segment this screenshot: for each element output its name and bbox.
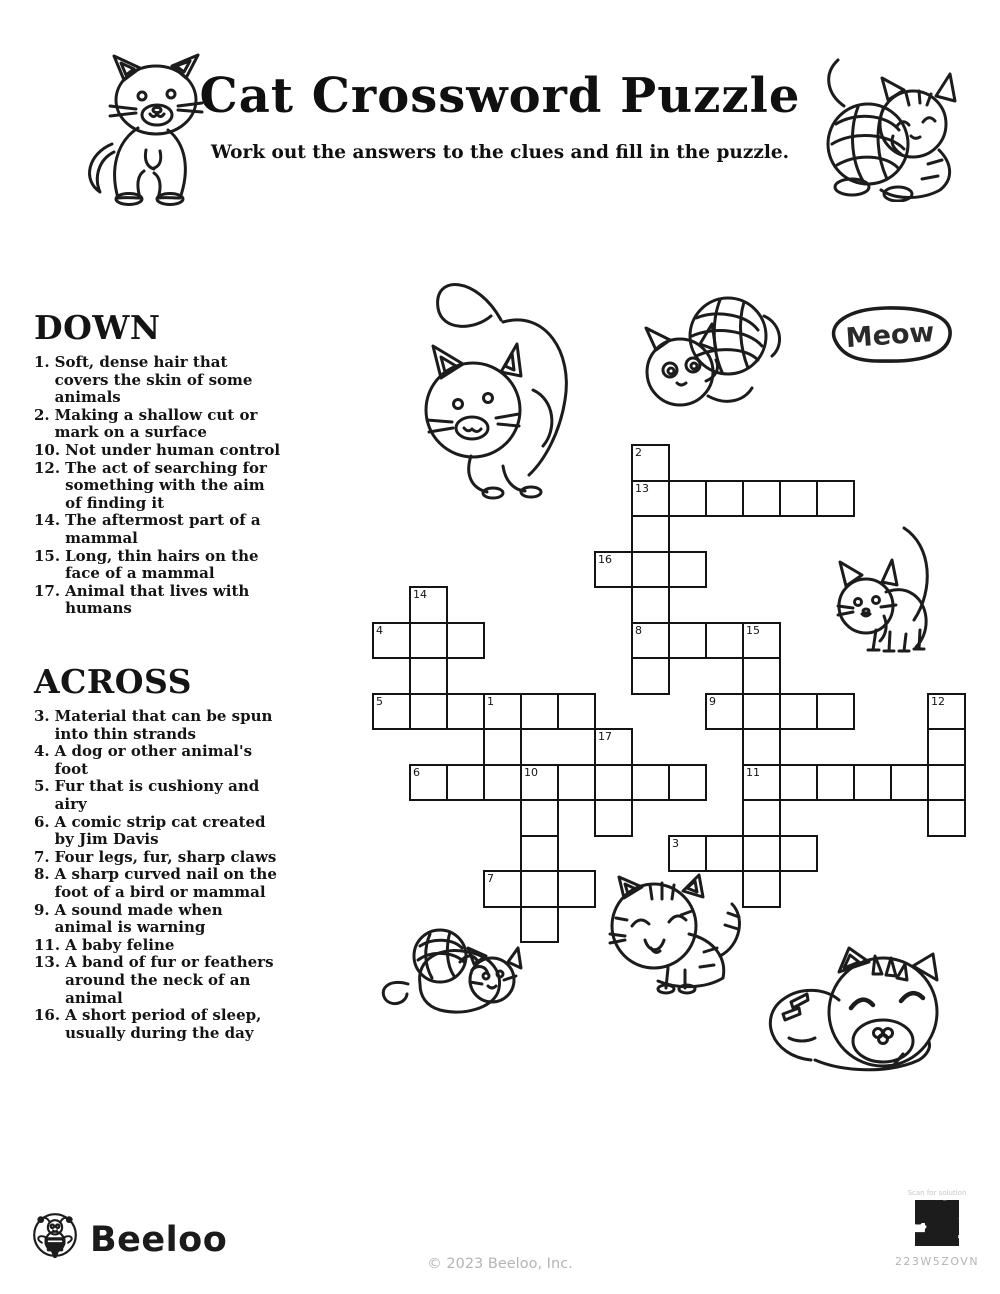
cell-clue-number: 7	[487, 872, 494, 885]
grid-cell[interactable]	[520, 693, 559, 731]
clue-text: A comic strip cat created by Jim Davis	[54, 812, 266, 849]
grid-cell[interactable]	[890, 764, 929, 802]
grid-cell[interactable]	[816, 764, 855, 802]
clue-number: 2.	[34, 405, 50, 424]
clue-text: Four legs, fur, sharp claws	[54, 847, 277, 866]
clue	[34, 708, 284, 743]
clue-text: A dog or other animal's foot	[54, 742, 253, 778]
clue-text: Soft, dense hair that covers the skin of some animals	[54, 353, 253, 407]
clue-number: 7.	[34, 847, 50, 866]
clue-number: 6.	[34, 812, 50, 831]
clue	[34, 743, 284, 778]
grid-cell[interactable]	[742, 870, 781, 908]
grid-cell[interactable]	[668, 622, 707, 660]
clue	[34, 548, 284, 583]
grid-cell[interactable]	[742, 480, 781, 518]
down-clue-list	[34, 354, 284, 618]
clue	[34, 442, 284, 460]
meow-text: Meow	[844, 316, 936, 355]
grid-cell[interactable]	[779, 835, 818, 873]
page-title: Cat Crossword Puzzle	[199, 68, 801, 124]
cell-clue-number: 2	[635, 446, 642, 459]
beeloo-brand-text: Beeloo	[90, 1220, 228, 1260]
cat-playing-yarn-on-back-illustration	[376, 920, 526, 1020]
grid-cell[interactable]	[483, 870, 522, 908]
beeloo-bee-logo	[32, 1212, 78, 1258]
grid-cell[interactable]	[483, 764, 522, 802]
grid-cell[interactable]	[631, 480, 670, 518]
clue	[34, 902, 284, 937]
clue-number: 13.	[34, 953, 61, 972]
grid-cell[interactable]	[816, 693, 855, 731]
pouncing-cat-illustration	[405, 258, 600, 502]
page-subtitle: Work out the answers to the clues and fill in the puzzle.	[210, 142, 790, 163]
clue-number: 9.	[34, 900, 50, 919]
grid-cell[interactable]	[372, 622, 411, 660]
clue-number: 8.	[34, 865, 50, 884]
grid-cell[interactable]	[631, 444, 670, 482]
grid-cell[interactable]	[742, 693, 781, 731]
cell-clue-number: 10	[524, 765, 538, 779]
grid-cell[interactable]	[853, 764, 892, 802]
grid-cell[interactable]	[742, 799, 781, 837]
clue	[34, 937, 284, 955]
sleeping-cat-illustration	[745, 940, 955, 1082]
grid-cell[interactable]	[705, 480, 744, 518]
clue	[34, 1007, 284, 1042]
cell-clue-number: 9	[709, 694, 716, 708]
grid-cell[interactable]	[705, 693, 744, 731]
cell-clue-number: 15	[746, 623, 760, 637]
grid-cell[interactable]	[520, 799, 559, 837]
meow-bubble	[824, 302, 956, 368]
grid-cell[interactable]	[594, 799, 633, 837]
clue	[34, 866, 284, 901]
clue-text: Fur that is cushiony and airy	[54, 777, 260, 813]
grid-cell[interactable]	[668, 764, 707, 802]
grid-cell[interactable]	[816, 480, 855, 518]
clue-text: The act of searching for something with the aim of finding it	[65, 458, 267, 512]
puzzle-code: 223W5ZOVN	[894, 1255, 980, 1268]
clue-number: 4.	[34, 742, 50, 761]
grid-cell[interactable]	[520, 870, 559, 908]
clue-text: Not under human control	[65, 440, 281, 459]
grid-cell[interactable]	[594, 728, 633, 766]
grid-cell[interactable]	[742, 622, 781, 660]
copyright-text: © 2023 Beeloo, Inc.	[427, 1256, 573, 1272]
grid-cell[interactable]	[409, 693, 448, 731]
cell-clue-number: 17	[598, 730, 612, 743]
grid-cell[interactable]	[520, 764, 559, 802]
grid-cell[interactable]	[631, 657, 670, 695]
cell-clue-number: 6	[413, 765, 420, 779]
clue	[34, 354, 284, 407]
cat-holding-yarn-illustration	[636, 288, 788, 428]
across-heading: ACROSS	[34, 662, 192, 701]
across-clue-list	[34, 708, 284, 1042]
clue	[34, 583, 284, 618]
kitten-with-yarn-ball-illustration	[810, 52, 960, 202]
clue-number: 10.	[34, 440, 61, 459]
qr-code[interactable]	[915, 1200, 959, 1246]
grid-cell[interactable]	[557, 870, 596, 908]
clue-text: Making a shallow cut or mark on a surface	[54, 405, 258, 442]
clue-number: 3.	[34, 707, 50, 725]
grid-cell[interactable]	[631, 764, 670, 802]
clue	[34, 954, 284, 1007]
clue-number: 15.	[34, 546, 61, 565]
down-clues-section	[34, 308, 284, 618]
grid-cell[interactable]	[927, 728, 966, 766]
grid-cell[interactable]	[409, 764, 448, 802]
grid-cell[interactable]	[779, 480, 818, 518]
grid-cell[interactable]	[668, 835, 707, 873]
clue-text: A short period of sleep, usually during the day	[65, 1006, 262, 1042]
grid-cell[interactable]	[705, 835, 744, 873]
cell-clue-number: 16	[598, 552, 612, 566]
grid-cell[interactable]	[668, 551, 707, 589]
cell-clue-number: 11	[746, 765, 760, 779]
grid-cell[interactable]	[742, 764, 781, 802]
qr-caption: Scan for solution	[907, 1189, 967, 1197]
grid-cell[interactable]	[779, 764, 818, 802]
clue-text: Animal that lives with humans	[65, 581, 250, 618]
standing-cat-illustration	[52, 48, 257, 206]
clue	[34, 814, 284, 849]
happy-kitten-illustration	[592, 872, 747, 996]
cell-clue-number: 14	[413, 588, 427, 601]
grid-cell[interactable]	[742, 728, 781, 766]
grid-cell[interactable]	[557, 693, 596, 731]
grid-cell[interactable]	[742, 657, 781, 695]
clue-number: 17.	[34, 581, 61, 600]
grid-cell[interactable]	[446, 693, 485, 731]
clue	[34, 460, 284, 513]
grid-cell[interactable]	[631, 551, 670, 589]
grid-cell[interactable]	[742, 835, 781, 873]
clue-number: 11.	[34, 935, 61, 954]
clue	[34, 512, 284, 547]
clue-number: 1.	[34, 353, 50, 371]
cell-clue-number: 13	[635, 481, 649, 495]
clue-text: A band of fur or feathers around the neck of an animal	[65, 953, 274, 1007]
grid-cell[interactable]	[483, 693, 522, 731]
grid-cell[interactable]	[446, 764, 485, 802]
grid-cell[interactable]	[372, 693, 411, 731]
grid-cell[interactable]	[409, 622, 448, 660]
clue-text: The aftermost part of a mammal	[65, 511, 261, 547]
clue-text: Long, thin hairs on the face of a mammal	[65, 546, 259, 583]
clue-text: Material that can be spun into thin strands	[54, 707, 273, 743]
clue-number: 5.	[34, 777, 50, 796]
cell-clue-number: 4	[376, 623, 383, 637]
down-heading: DOWN	[34, 308, 161, 347]
cell-clue-number: 8	[635, 623, 642, 637]
grid-cell[interactable]	[409, 657, 448, 695]
cell-clue-number: 3	[672, 836, 679, 850]
grid-cell[interactable]	[483, 728, 522, 766]
walking-kitten-illustration	[834, 518, 942, 658]
clue-number: 12.	[34, 458, 61, 477]
grid-cell[interactable]	[446, 622, 485, 660]
grid-cell[interactable]	[594, 764, 633, 802]
grid-cell[interactable]	[631, 515, 670, 553]
clue-number: 14.	[34, 511, 61, 530]
clue-number: 16.	[34, 1006, 61, 1025]
grid-cell[interactable]	[631, 586, 670, 624]
clue-text: A baby feline	[65, 935, 175, 954]
grid-cell[interactable]	[631, 622, 670, 660]
clue	[34, 407, 284, 442]
cell-clue-number: 5	[376, 694, 383, 708]
cell-clue-number: 1	[487, 694, 494, 708]
grid-cell[interactable]	[594, 551, 633, 589]
clue	[34, 778, 284, 813]
clue-text: A sound made when animal is warning	[54, 900, 223, 937]
across-clues-section	[34, 662, 284, 1042]
grid-cell[interactable]	[779, 693, 818, 731]
grid-cell[interactable]	[927, 764, 966, 802]
cell-clue-number: 12	[931, 694, 945, 708]
grid-cell[interactable]	[557, 764, 596, 802]
grid-cell[interactable]	[927, 799, 966, 837]
grid-cell[interactable]	[668, 480, 707, 518]
clue-text: A sharp curved nail on the foot of a bird or mammal	[54, 865, 277, 901]
grid-cell[interactable]	[409, 586, 448, 624]
clue	[34, 849, 284, 867]
grid-cell[interactable]	[520, 835, 559, 873]
grid-cell[interactable]	[927, 693, 966, 731]
grid-cell[interactable]	[705, 622, 744, 660]
